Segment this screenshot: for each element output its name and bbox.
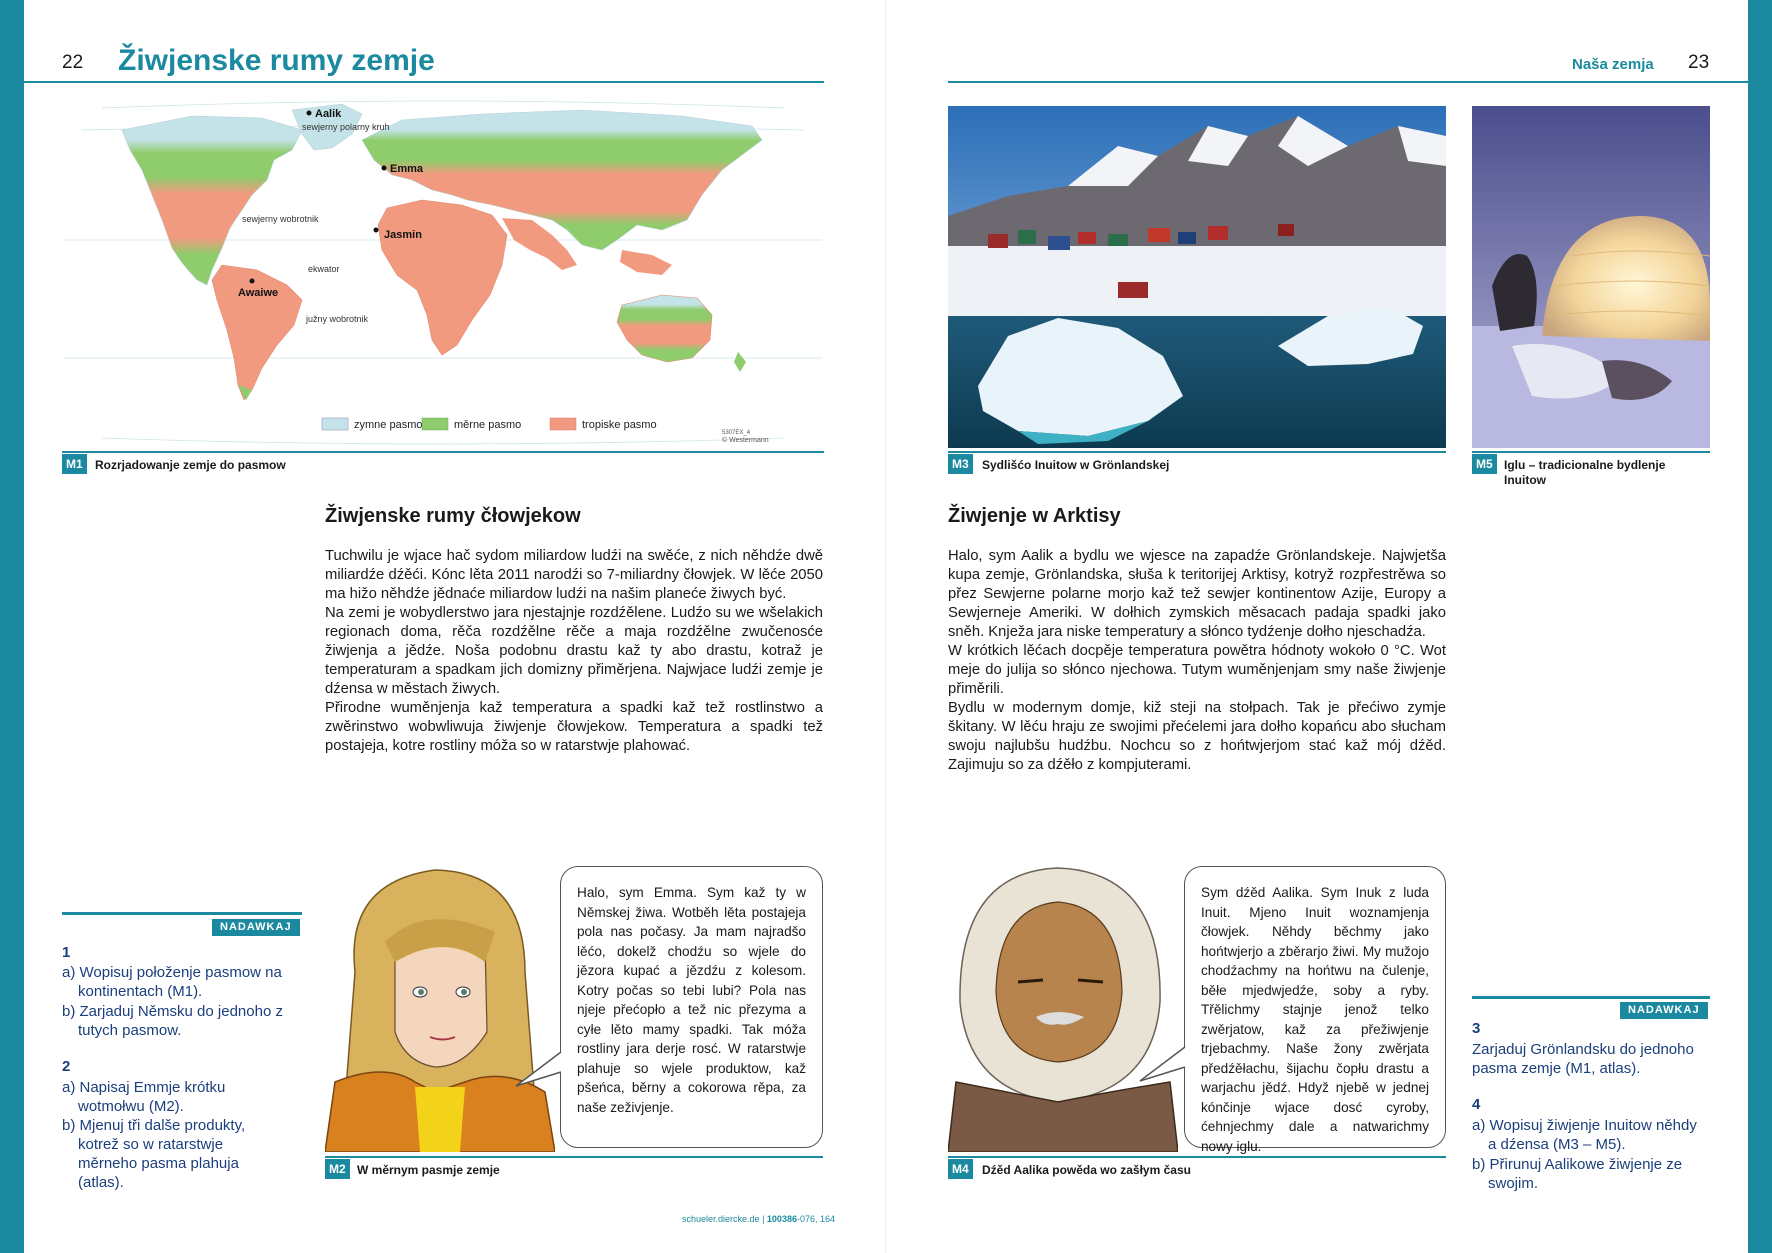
map-copyright: © Westermann xyxy=(722,437,769,444)
tasks-right-tag: NADAWKAJ xyxy=(1620,1002,1708,1019)
left-article-body xyxy=(325,547,823,756)
label-aalik: Aalik xyxy=(315,108,342,120)
task-1b: b) Zarjaduj Němsku do jednoho z tutych pasmow. xyxy=(62,1003,283,1039)
label-emma: Emma xyxy=(390,163,424,175)
illustration-emma xyxy=(325,862,555,1152)
page-edge-right xyxy=(1748,0,1772,1253)
task-1-number: 1 xyxy=(62,944,71,961)
caption-tag-m5: M5 xyxy=(1472,454,1497,474)
left-article-p3: Přirodne wuměnjenja kaž temperatura a spadki kaž tež rostlinstwo a zwěrinstwo wobwliwuja žiwjenje čłowjekow. Temperatura a spadki tež postajeja, kotre rostliny móža so w ratarstwje plahować. xyxy=(325,700,823,754)
header-rule-left xyxy=(24,81,824,83)
legend-label-cold: zymne pasmo xyxy=(354,419,423,431)
marker-awaiwe xyxy=(250,279,255,284)
continent-north-america xyxy=(122,116,302,285)
marker-jasmin xyxy=(374,228,379,233)
task-2b: b) Mjenuj tři dalše produkty, kotrež so w ratarstwje měrneho pasma plahuja (atlas). xyxy=(62,1117,246,1191)
tasks-left-tag: NADAWKAJ xyxy=(212,919,300,936)
caption-rule-m1 xyxy=(62,451,824,453)
caption-rule-m2 xyxy=(325,1156,823,1158)
right-article-p3: Bydlu w modernym domje, kiž steji na stołpach. Tak je přećiwo zymje škitany. W lěću hraju ze swojimi přećelemi jara dołho kopańcu abo słucham swoju najlubšu hudźbu. Nochcu so z hońtwjerjom stać kaž mój dźěd. Zajimuju so za dźěło z kompjuterami. xyxy=(948,700,1446,773)
caption-m3: Sydlišćo Inuitow w Grönlandskej xyxy=(982,458,1170,472)
task-3-number: 3 xyxy=(1472,1020,1481,1037)
legend-swatch-cold xyxy=(322,418,348,430)
right-article-p2: W krótkich lěćach docpěje temperatura powětra hódnoty wokoło 0 °C. Wot meje do julija so słónco njechowa. Tutym wuměnjenjam smy naše žiwjenje přiměrili. xyxy=(948,643,1446,697)
right-article-heading: Žiwjenje w Arktisy xyxy=(948,505,1121,527)
map-svg xyxy=(62,100,824,446)
section-title: Naša zemja xyxy=(1572,56,1654,73)
speech-bubble-grandfather-tail xyxy=(1138,1045,1188,1085)
label-jasmin: Jasmin xyxy=(384,229,422,241)
tasks-right-rule xyxy=(1472,996,1710,999)
speech-bubble-emma-tail xyxy=(514,1050,564,1090)
label-awaiwe: Awaiwe xyxy=(238,287,279,299)
photo-igloo xyxy=(1472,106,1710,448)
task-2-number: 2 xyxy=(62,1058,71,1075)
legend-swatch-tropic xyxy=(550,418,576,430)
caption-rule-m4 xyxy=(948,1156,1446,1158)
caption-rule-m5 xyxy=(1472,451,1710,453)
footer-link[interactable] xyxy=(682,1214,835,1224)
world-climate-zones-map xyxy=(62,100,824,446)
speech-bubble-grandfather: Sym dźěd Aalika. Sym Inuk z luda Inuit. Mjeno Inuit woznamjenja čłowjek. Něhdy běchmy jako hońtwjerjo a zběrarjo žiwi. My mužojo chodźachmy na hońtwu na čulenje, běłe mjedwjedźe, soby a ryby. Třělichmy stajnje jenož telko zwěrjatow, kaž za přežiwjenje trjebachmy. Naše žony zwěrjata předźěłachu, šijachu čopłu drastu a warjachu jědź. Hdyž njebě w jednej kónčinje wjace dosć cyroby, ćehnjechmy dale a natwarichmy nowy iglu. xyxy=(1184,866,1446,1148)
page-edge-left xyxy=(0,0,24,1253)
caption-m1: Rozrjadowanje zemje do pasmow xyxy=(95,458,286,472)
task-1a: a) Wopisuj połoženje pasmow na kontinentach (M1). xyxy=(62,964,282,1000)
illustration-grandfather-svg xyxy=(948,862,1178,1152)
caption-tag-m3: M3 xyxy=(948,454,973,474)
speech-bubble-emma: Halo, sym Emma. Sym kaž ty w Němskej žiwa. Wotběh lěta postajeja pola nas počasy. Ja mam najradšo lěćo, dokelž chodźu so wjele do jězora kupać a jězdźu z kolesom. Kotry počas so tebi lubi? Pola nas njeje přećopło a tež nic přezyma a cyłe lěto mamy spadki. Tak móža rostliny jara derje rosć. W ratarstwje plahuje so wjele produktow, kaž pšeńca, běrny a cokorowa rěpa, za naše zeživjenje. xyxy=(560,866,823,1148)
photo-igloo-svg xyxy=(1472,106,1710,448)
left-article-heading: Žiwjenske rumy čłowjekow xyxy=(325,505,581,527)
map-code: 5307EX_4 xyxy=(722,430,751,436)
left-article-p1: Tuchwilu je wjace hač sydom miliardow ludźi na swěće, z nich něhdźe dwě miliardźe dźěći. Kónc lěta 2011 narodźi so 7-miliardny čłowjek. W lěće 2050 ma hižo něhdźe jědnaće miliardow ludźi na našim planeće žiwych być. xyxy=(325,548,823,602)
photo-greenland-settlement xyxy=(948,106,1446,448)
caption-tag-m1: M1 xyxy=(62,454,87,474)
page-number-left: 22 xyxy=(62,52,84,73)
label-arctic-circle: sewjerny polarny kruh xyxy=(302,122,390,132)
task-2a: a) Napisaj Emmje krótku wotmołwu (M2). xyxy=(62,1079,226,1115)
page-number-right: 23 xyxy=(1688,52,1710,73)
photo-greenland-svg xyxy=(948,106,1446,448)
footer-site: schueler.diercke.de xyxy=(682,1214,760,1224)
marker-aalik xyxy=(307,111,312,116)
task-4b: b) Přirunuj Aalikowe žiwjenje ze swojim. xyxy=(1472,1156,1683,1192)
legend-swatch-temperate xyxy=(422,418,448,430)
footer-sep: | xyxy=(762,1214,765,1224)
task-4-number: 4 xyxy=(1472,1096,1481,1113)
illustration-grandfather xyxy=(948,862,1178,1152)
caption-m2: W měrnym pasmje zemje xyxy=(357,1163,500,1177)
task-4a: a) Wopisuj žiwjenje Inuitow něhdy a dźensa (M3 – M5). xyxy=(1472,1117,1697,1153)
illustration-emma-svg xyxy=(325,862,555,1152)
caption-tag-m2: M2 xyxy=(325,1159,350,1179)
tasks-left-rule xyxy=(62,912,302,915)
page-title: Žiwjenske rumy zemje xyxy=(118,44,435,77)
caption-rule-m3 xyxy=(948,451,1446,453)
label-tropic-south: južny wobrotnik xyxy=(306,314,369,324)
marker-emma xyxy=(382,166,387,171)
left-article-p2: Na zemi je wobydlerstwo jara njestajnje rozdźělene. Ludźo su we wšelakich regionach doma, rěča rozdźělne rěče a maja rozdźělne zwučenosće žiwjenja a jědźe. Noša podobnu drastu kaž ty abo drastu, kotraž je temperaturam a spadkam jich domizny přiměrjena. Najwjace ludźi zemje je dźensa w městach žiwych. xyxy=(325,605,823,697)
book-gutter xyxy=(885,0,886,1253)
continent-south-america xyxy=(212,265,302,400)
task-3-text: Zarjaduj Grönlandsku do jednoho pasma zemje (M1, atlas). xyxy=(1472,1041,1694,1077)
caption-tag-m4: M4 xyxy=(948,1159,973,1179)
label-tropic-north: sewjerny wobrotnik xyxy=(242,214,319,224)
legend-label-temperate: měrne pasmo xyxy=(454,419,522,431)
caption-m5: Iglu – tradicionalne bydlenje Inuitow xyxy=(1504,458,1666,487)
right-article-p1: Halo, sym Aalik a bydlu we wjesce na zapadźe Grönlandskeje. Najwjetša kupa zemje, Grönlandska, słuša k teritorijej Arktisy, kotryž rozpřestrěwa so přez Sewjerne polarne morjo kaž tež sewjer kontinentow Azije, Europy a Sewjerneje Ameriki. W dołhich zymskich měsacach padaja spadki jako sněh. Knježa jara niske temperatury a słónco tydźenje dołho njeschadźa. xyxy=(948,548,1446,640)
legend-label-tropic: tropiske pasmo xyxy=(582,419,657,431)
caption-m4: Dźěd Aalika powěda wo zašłym času xyxy=(982,1163,1191,1177)
islands-se-asia xyxy=(620,250,672,275)
label-equator: ekwator xyxy=(308,264,340,274)
header-rule-right xyxy=(948,81,1748,83)
footer-pages: -076, 164 xyxy=(796,1214,835,1224)
footer-code: 100386 xyxy=(766,1214,797,1224)
right-article-body xyxy=(948,547,1446,775)
continent-australia xyxy=(617,295,712,362)
new-zealand xyxy=(734,352,746,372)
continent-africa xyxy=(378,200,507,355)
